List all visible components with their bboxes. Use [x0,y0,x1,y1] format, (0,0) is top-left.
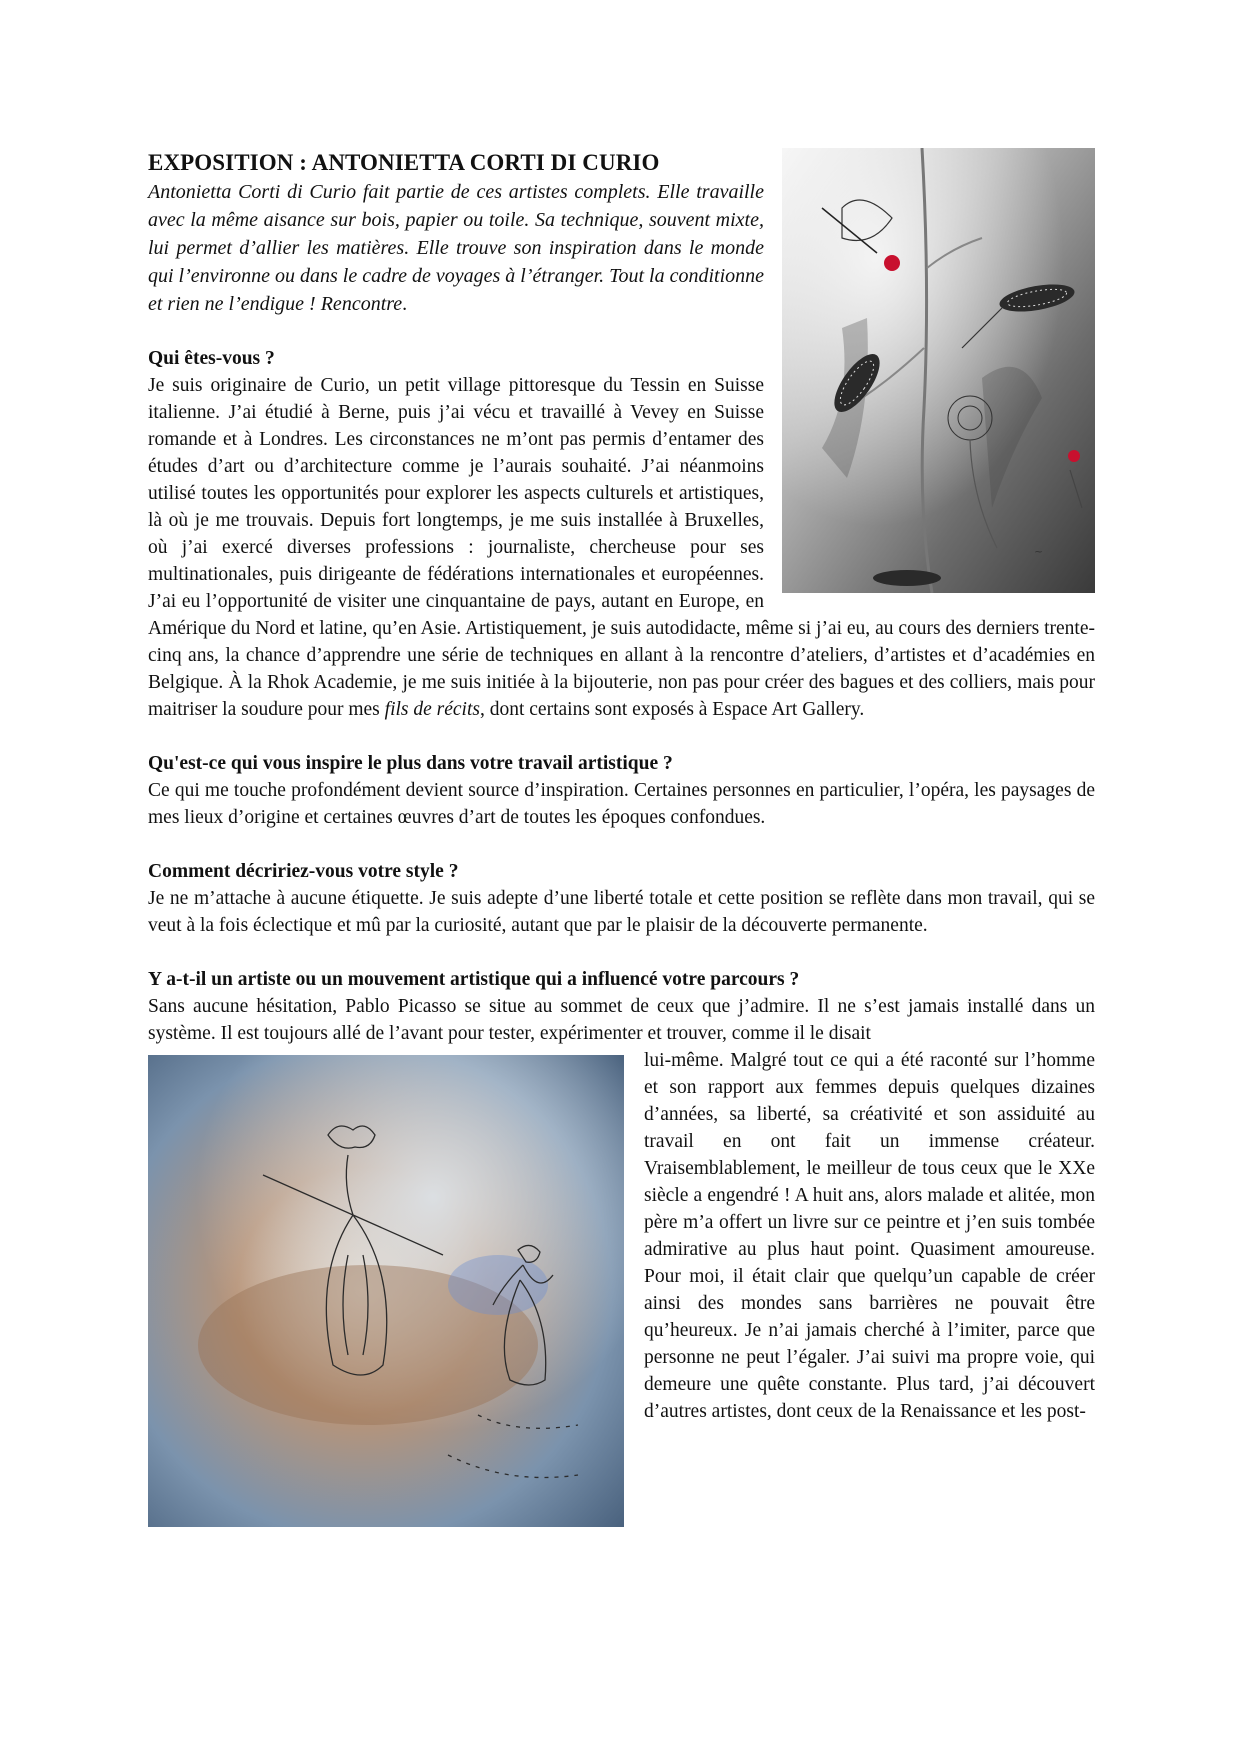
answer-inspiration: Ce qui me touche profondément devient source d’inspiration. Certaines personnes en particulier, l’opéra, les paysages de mes lieux d’origine et certaines œuvres d’art de toutes les époques confondues. [148,780,1095,828]
answer-who: Je suis originaire de Curio, un petit village pittoresque du Tessin en Suisse italienne. J’ai étudié à Berne, puis j’ai vécu et travaillé à Vevey en Suisse romande et à Londres. Les circonstances ne m’ont pas permis d’entamer des études d’art ou d’architecture comme je l’aurais souhaité. J’ai néanmoins utilisé toutes les opportunités pour explorer les aspects culturels et artistiques, là où je me trouvais. Depuis fort longtemps, je me suis installée à Bruxelles, où j’ai exercé diverses professions : journaliste, chercheuse pour ses multinationales, puis dirigeante de fédérations internationales et européennes. J’ai eu l’opportunité de visiter une cinquantaine de pays, autant en Europe, en Amérique du Nord et latine, qu’en Asie. Artistiquement, je suis autodidacte, même si j’ai eu, au cours des derniers trente-cinq ans, la chance d’apprendre une série de techniques en allant à la rencontre d’ateliers, d’artistes et d’académies en Belgique. À la Rhok Academie, je me suis initiée à la bijouterie, non pas pour créer des bagues et des colliers, mais pour maitriser la soudure pour mes fils de récits, dont certains sont exposés à Espace Art Gallery. [148,375,1095,720]
question-who: Qui êtes-vous ? [148,348,275,369]
question-influence: Y a-t-il un artiste ou un mouvement artistique qui a influencé votre parcours ? [148,969,800,990]
article [148,148,1095,1531]
answer-influence-part2: lui-même. Malgré tout ce qui a été raconté sur l’homme et son rapport aux femmes depuis quelques dizaines d’années, sa liberté, sa créativité et son assiduité au travail en ont fait un immense créateur. Vraisemblablement, le meilleur de tous ceux que le XXe siècle a engendré ! A huit ans, alors malade et alitée, mon père m’a offert un livre sur ce peintre et j’en suis tombée admirative au plus haut point. Quasiment amoureuse. Pour moi, il était clair que quelqu’un capable de créer ainsi des mondes sans barrières ne pouvait être qu’heureux. Je n’ai jamais cherché à l’imiter, parce que personne ne peut l’égaler. J’ai suivi ma propre voie, qui demeure une quête constante. Plus tard, j’ai découvert d’autres artistes, dont ceux de la Renaissance et les post- [644,1050,1095,1422]
article-title: EXPOSITION : ANTONIETTA CORTI DI CURIO [148,150,660,175]
answer-style: Je ne m’attache à aucune étiquette. Je suis adepte d’une liberté totale et cette position se reflète dans mon travail, qui se veut à la fois éclectique et mû par la curiosité, autant que par le plaisir de la découverte permanente. [148,888,1095,936]
artwork-figures-image [148,1055,624,1527]
spacer [148,723,1095,750]
artwork-insects-image [782,148,1095,593]
spacer [148,831,1095,858]
spacer [148,939,1095,966]
question-inspiration: Qu'est-ce qui vous inspire le plus dans votre travail artistique ? [148,753,673,774]
svg-text:~: ~ [1034,545,1044,558]
question-style: Comment décririez-vous votre style ? [148,861,459,882]
intro-paragraph: Antonietta Corti di Curio fait partie de ces artistes complets. Elle travaille avec la même aisance sur bois, papier ou toile. Sa technique, souvent mixte, lui permet d’allier les matières. Elle trouve son inspiration dans le monde qui l’environne ou dans le cadre de voyages à l’étranger. Tout la conditionne et rien ne l’endigue ! Rencontre. [148,181,765,315]
answer-influence-part1: Sans aucune hésitation, Pablo Picasso se situe au sommet de ceux que j’admire. Il ne s’est jamais installé dans un système. Il est toujours allé de l’avant pour tester, expérimenter et trouver, comme il le disait [148,996,1095,1044]
